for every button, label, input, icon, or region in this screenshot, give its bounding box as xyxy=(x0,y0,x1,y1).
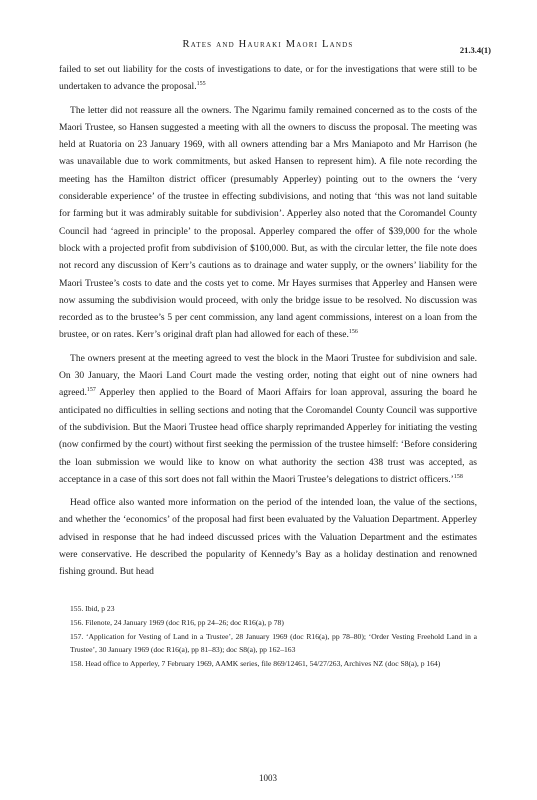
paragraph-text: failed to set out liability for the costs of investigations to date, or for the investigations that were still to be undertaken to advance the proposal. xyxy=(59,64,477,93)
paragraph-1 xyxy=(59,61,477,96)
paragraph-text: Apperley then applied to the Board of Maori Affairs for loan approval, assuring the board he anticipated no difficulties in selling sections and noting that the Coromandel County Council was supportive of the subdivision. But the Maori Trustee head office sharply reprimanded Apperley for initiating the vesting (now confirmed by the court) without first seeking the permission of the trustee himself: ‘Before considering the loan submission we would like to know on what authority the section 438 trust was accepted, as acceptance in a case of this sort does not fall within the Maori Trustee’s delegations to district officers.’ xyxy=(59,387,477,485)
paragraph-text: The owners present at the meeting agreed to vest the block in the Maori Trustee for subdivision and sale. On 30 January, the Maori Land Court made the vesting order, noting that eight out of nine owners had agreed. xyxy=(59,352,477,399)
body-text xyxy=(59,61,477,581)
running-title: Rates and Hauraki Maori Lands xyxy=(182,39,354,50)
footnote-ref: 158 xyxy=(453,473,463,480)
page-number: 1003 xyxy=(259,773,277,783)
document-page xyxy=(59,38,491,783)
footnote-ref: 157 xyxy=(86,387,96,394)
footnote: 155. Ibid, p 23 xyxy=(70,603,115,613)
paragraph-2 xyxy=(59,102,477,344)
paragraph-4 xyxy=(59,494,477,580)
section-number: 21.3.4(1) xyxy=(459,45,491,55)
footnotes xyxy=(59,603,477,670)
paragraph-text: Head office also wanted more information on the period of the intended loan, the value of the sections, and whether the ‘economics’ of the proposal had first been evaluated by the Valuation Department. Apperley advised in response that he had indeed discussed prices with the Valuation Department and the estimates were conservative. He described the popularity of Kennedy’s Bay as a holiday destination and renowned fishing ground. But head xyxy=(59,497,477,578)
footnote: 156. Filenote, 24 January 1969 (doc R16, pp 24–26; doc R16(a), p 78) xyxy=(70,617,284,627)
footnote: 158. Head office to Apperley, 7 February 1969, AAMK series, file 869/12461, 54/27/263, Archives NZ (doc S8(a), p 164) xyxy=(70,658,441,668)
footnote-ref: 155 xyxy=(196,81,206,88)
footnote-ref: 156 xyxy=(348,329,358,336)
footnote: 157. ‘Application for Vesting of Land in a Trustee’, 28 January 1969 (doc R16(a), pp 78–80); ‘Order Vesting Freehold Land in a Trustee’, 30 January 1969 (doc R16(a), pp 81–83); doc S8(a), pp 162–163 xyxy=(70,632,477,654)
paragraph-3 xyxy=(59,350,477,488)
paragraph-text: The letter did not reassure all the owners. The Ngarimu family remained concerned as to the costs of the Maori Trustee, so Hansen suggested a meeting with all the owners to discuss the proposal. The meeting was held at Ruatoria on 23 January 1969, with all owners attending bar a Mrs Maniapoto and Mr Harrison (he was unavailable due to work commitments, but asked Hansen to represent him). A file note recording the meeting has the Hamilton district officer (presumably Apperley) pointing out to the owners the ‘very considerable experience’ of the trustee in effecting subdivisions, and noting that ‘this was not land suitable for farming but it was admirably suitable for subdivision’. Apperley also noted that the Coromandel County Council had ‘agreed in principle’ to the proposal. Apperley compared the offer of $39,000 for the whole block with a projected profit from subdivision of $100,000. But, as with the circular letter, the file note does not record any discussion of Kerr’s cautions as to drainage and water supply, or the owners’ liability for the Maori Trustee’s costs to date and the costs yet to come. Mr Hayes surmises that Apperley and Hansen were now assuming the subdivision would proceed, with only the bridge issue to be resolved. No discussion was recorded as to the brustee’s 5 per cent commission, any land agent commissions, interest on a loan from the brustee, or on rates. Kerr’s original draft plan had allowed for each of these. xyxy=(59,104,477,341)
